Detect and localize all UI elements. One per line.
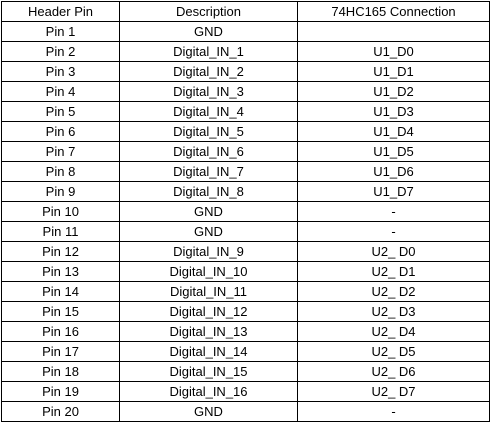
- pin-cell: Pin 7: [2, 142, 120, 162]
- connection-cell: U1_D7: [298, 182, 490, 202]
- connection-column-header: 74HC165 Connection: [298, 2, 490, 22]
- connection-cell: U2_ D6: [298, 362, 490, 382]
- description-cell: Digital_IN_7: [120, 162, 298, 182]
- table-row: [2, 342, 490, 362]
- table-row: [2, 162, 490, 182]
- description-cell: GND: [120, 222, 298, 242]
- description-cell: Digital_IN_10: [120, 262, 298, 282]
- pin-cell: Pin 18: [2, 362, 120, 382]
- pin-cell: Pin 4: [2, 82, 120, 102]
- description-cell: Digital_IN_8: [120, 182, 298, 202]
- connection-cell: U1_D0: [298, 42, 490, 62]
- description-cell: GND: [120, 402, 298, 422]
- table-row: [2, 22, 490, 42]
- pin-cell: Pin 10: [2, 202, 120, 222]
- description-cell: Digital_IN_12: [120, 302, 298, 322]
- description-cell: Digital_IN_14: [120, 342, 298, 362]
- table-row: [2, 182, 490, 202]
- connection-cell: U2_ D2: [298, 282, 490, 302]
- connection-cell: -: [298, 202, 490, 222]
- connection-cell: -: [298, 402, 490, 422]
- pin-cell: Pin 20: [2, 402, 120, 422]
- description-cell: Digital_IN_1: [120, 42, 298, 62]
- table-header-row: [2, 2, 490, 22]
- description-column-header: Description: [120, 2, 298, 22]
- pin-cell: Pin 12: [2, 242, 120, 262]
- connection-cell: U2_ D1: [298, 262, 490, 282]
- description-cell: Digital_IN_4: [120, 102, 298, 122]
- table-row: [2, 242, 490, 262]
- connection-cell: U2_ D5: [298, 342, 490, 362]
- description-cell: Digital_IN_13: [120, 322, 298, 342]
- table-row: [2, 262, 490, 282]
- connection-cell: U1_D5: [298, 142, 490, 162]
- pin-cell: Pin 13: [2, 262, 120, 282]
- connection-cell: -: [298, 222, 490, 242]
- header-pin-column-header: Header Pin: [2, 2, 120, 22]
- pin-cell: Pin 11: [2, 222, 120, 242]
- pin-cell: Pin 2: [2, 42, 120, 62]
- pin-cell: Pin 16: [2, 322, 120, 342]
- pin-cell: Pin 19: [2, 382, 120, 402]
- table-row: [2, 382, 490, 402]
- description-cell: Digital_IN_15: [120, 362, 298, 382]
- pin-cell: Pin 6: [2, 122, 120, 142]
- table-row: [2, 362, 490, 382]
- pin-cell: Pin 5: [2, 102, 120, 122]
- connection-cell: U2_ D3: [298, 302, 490, 322]
- description-cell: Digital_IN_2: [120, 62, 298, 82]
- table-row: [2, 402, 490, 422]
- pin-cell: Pin 14: [2, 282, 120, 302]
- connection-cell: U1_D2: [298, 82, 490, 102]
- table-row: [2, 42, 490, 62]
- table-row: [2, 82, 490, 102]
- table-row: [2, 302, 490, 322]
- table-row: [2, 122, 490, 142]
- pin-cell: Pin 8: [2, 162, 120, 182]
- connection-cell: U2_ D7: [298, 382, 490, 402]
- description-cell: GND: [120, 22, 298, 42]
- connection-cell: U1_D4: [298, 122, 490, 142]
- pin-cell: Pin 9: [2, 182, 120, 202]
- connection-cell: U2_ D4: [298, 322, 490, 342]
- connection-cell: [298, 22, 490, 42]
- description-cell: Digital_IN_5: [120, 122, 298, 142]
- table-row: [2, 322, 490, 342]
- pin-cell: Pin 3: [2, 62, 120, 82]
- pin-connection-table: [1, 1, 490, 422]
- table-row: [2, 102, 490, 122]
- table-row: [2, 222, 490, 242]
- pin-cell: Pin 17: [2, 342, 120, 362]
- pin-cell: Pin 1: [2, 22, 120, 42]
- table-row: [2, 202, 490, 222]
- description-cell: Digital_IN_6: [120, 142, 298, 162]
- description-cell: Digital_IN_3: [120, 82, 298, 102]
- connection-cell: U1_D6: [298, 162, 490, 182]
- description-cell: Digital_IN_9: [120, 242, 298, 262]
- table-row: [2, 282, 490, 302]
- connection-cell: U1_D1: [298, 62, 490, 82]
- description-cell: Digital_IN_11: [120, 282, 298, 302]
- description-cell: GND: [120, 202, 298, 222]
- connection-cell: U1_D3: [298, 102, 490, 122]
- description-cell: Digital_IN_16: [120, 382, 298, 402]
- table-row: [2, 62, 490, 82]
- table-row: [2, 142, 490, 162]
- pin-cell: Pin 15: [2, 302, 120, 322]
- connection-cell: U2_ D0: [298, 242, 490, 262]
